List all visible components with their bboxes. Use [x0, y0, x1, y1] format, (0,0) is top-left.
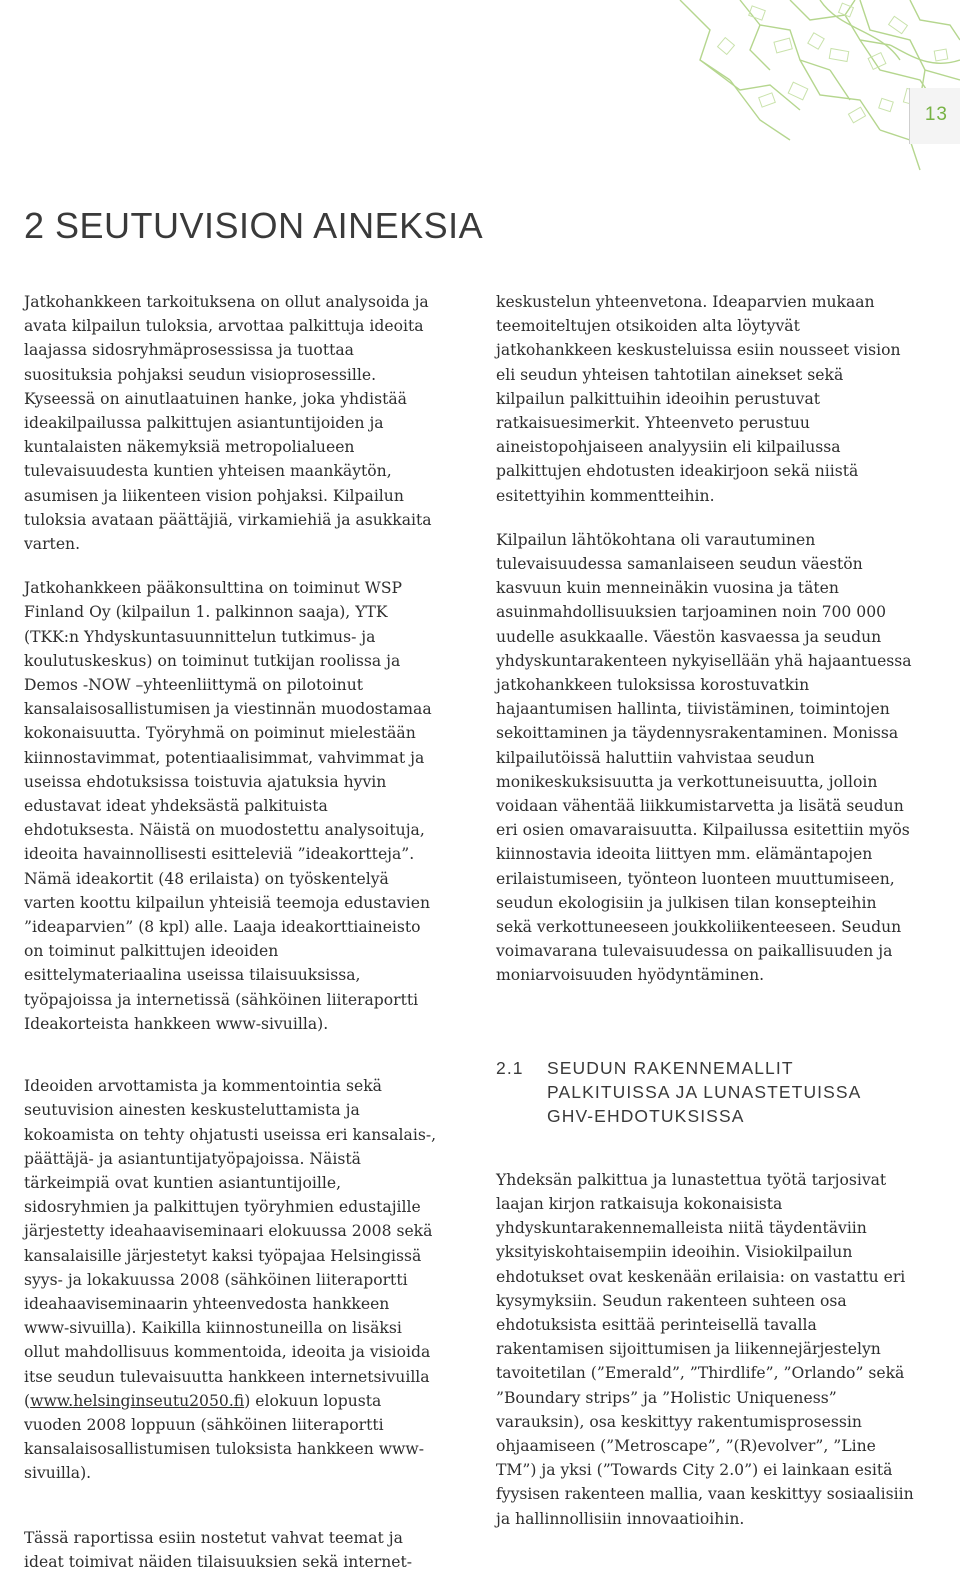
map-decoration: [560, 0, 960, 200]
section-heading: [496, 1056, 916, 1128]
right-column: [496, 290, 916, 1531]
left-paragraph-3-text-b: ) elokuun lopusta vuoden 2008 loppuun (sähköinen liiteraportti kansalaisosallistumisen tuloksista hankkeen www-sivuilla).: [24, 1391, 425, 1483]
left-paragraph-4: Tässä raportissa esiin nostetut vahvat teemat ja ideat toimivat näiden tilaisuuksien sekä internet-: [24, 1528, 413, 1571]
website-link[interactable]: www.helsinginseutu2050.fi: [30, 1391, 245, 1410]
left-column: [24, 290, 439, 1574]
page-number: 13: [924, 104, 948, 125]
section-title: SEUDUN RAKENNEMALLIT PALKITUISSA JA LUNASTETUISSA GHV-EHDOTUKSISSA: [547, 1057, 862, 1126]
right-paragraph-3: Yhdeksän palkittua ja lunastettua työtä tarjosivat laajan kirjon ratkaisuja kokonaisista yhdyskuntarakennemalleista niitä täydentäviin yksityiskohtaisempiin ideoihin. Visiokilpailun ehdotukset ovat keskenään erilaisia: on vastattu eri kysymyksiin. Seudun rakenteen suhteen osa ehdotuksista esittää perinteisellä tavalla rakentamisen sijoittumisen ja liikennejärjestelyn tavoitetilan (”Emerald”, ”Thirdlife”, ”Orlando” sekä ”Boundary strips” ja ”Holistic Uniqueness” varauksin), osa keskittyy rakentumisprosessin ohjaamiseen (”Metroscape”, ”(R)evolver”, ”Line TM”) ja yksi (”Towards City 2.0”) ei lainkaan esitä fyysisen rakenteen mallia, vaan keskittyy sosiaalisiin ja hallinnollisiin innovaatioihin.: [496, 1170, 914, 1528]
chapter-title: 2 SEUTUVISION AINEKSIA: [24, 205, 484, 246]
right-paragraph-2: Kilpailun lähtökohtana oli varautuminen tulevaisuudessa samanlaiseen seudun väestön kasvuun kuin menneinäkin vuosina ja täten asuinmahdollisuuksien tarjoaminen noin 700 000 uudelle asukkaalle. Väestön kasvaessa ja seudun yhdyskuntarakenteen nykyisellään yhä hajaantuessa jatkohankkeen tuloksissa korostuvatkin hajaantumisen hallinta, tiivistäminen, toimintojen sekoittaminen ja täydennysrakentaminen. Monissa kilpailutöissä haluttiin vahvistaa seudun monikeskuksisuutta ja verkottuneisuutta, jolloin voidaan vähentää liikkumistarvetta ja lisätä seudun eri osien omavaraisuutta. Kilpailussa esitettiin myös kiinnostavia ideoita liittyen mm. elämäntapojen erilaistumiseen, työnteon luonteen muuttumiseen, seudun ekologisiin ja julkisen tilan konsepteihin sekä verkottuneeseen joukkoliikenteeseen. Seudun voimavarana tulevaisuudessa on paikallisuuden ja moniarvoisuuden hyödyntäminen.: [496, 530, 912, 985]
left-paragraph-3: [24, 1074, 439, 1485]
left-paragraph-2: Jatkohankkeen pääkonsulttina on toiminut WSP Finland Oy (kilpailun 1. palkinnon saaja), YTK (TKK:n Yhdyskuntasuunnittelun tutkimus- ja koulutuskeskus) on toiminut tutkijan roolissa ja Demos -NOW –yhteenliittymä on pilotoinut kansalaisosallistumisen ja viestinnän muodostamaa kokonaisuutta. Työryhmä on poiminut mielestään kiinnostavimmat, potentiaalisimmat, vahvimmat ja useissa ehdotuksissa toistuvia ajatuksia hyvin edustavat ideat yhdeksästä palkituista ehdotuksesta. Näistä on muodostettu analysoituja, ideoita havainnollisesti esitteleviä ”ideakortteja”. Nämä ideakortit (48 erilaista) on työskentelyä varten koottu kilpailun yhteisiä teemoja edustavien ”ideaparvien” (8 kpl) alle. Laaja ideakorttiaineisto on toiminut palkittujen ideoiden esittelymateriaalina useissa tilaisuuksissa, työpajoissa ja internetissä (sähköinen liiteraportti Ideakorteista hankkeen www-sivuilla).: [24, 579, 432, 1033]
section-number: 2.1: [496, 1057, 524, 1078]
left-paragraph-1: Jatkohankkeen tarkoituksena on ollut analysoida ja avata kilpailun tuloksia, arvottaa palkittuja ideoita laajassa sidosryhmäprosessissa ja tuottaa suosituksia pohjaksi seudun visioprosessille. Kyseessä on ainutlaatuinen hanke, joka yhdistää ideakilpailussa palkittujen asiantuntijoiden ja kuntalaisten näkemyksiä metropolialueen tulevaisuudesta kuntien yhteisen maankäytön, asumisen ja liikenteen vision pohjaksi. Kilpailun tuloksia avataan päättäjiä, virkamiehiä ja asukkaita varten.: [24, 293, 432, 554]
left-paragraph-3-text-a: Ideoiden arvottamista ja kommentointia sekä seutuvision ainesten keskusteluttamista ja kokoamista on tehty ohjatusti useissa eri kansalais-, päättäjä- ja asiantuntijatyöpajoissa. Näistä tärkeimpiä ovat kuntien asiantuntijoille, sidosryhmien ja palkittujen työryhmien edustajille järjestetty ideahaaviseminaari elokuussa 2008 sekä kansalaisille järjestetyt kaksi työpajaa Helsingissä syys- ja lokakuussa 2008 (sähköinen liiteraportti ideahaaviseminaarin yhteenvedosta hankkeen www-sivuilla). Kaikilla kiinnostuneilla on lisäksi ollut mahdollisuus kommentoida, ideoita ja visioida itse seudun tulevaisuutta hankkeen internetsivuilla (: [24, 1077, 437, 1410]
right-paragraph-1: keskustelun yhteenvetona. Ideaparvien mukaan teemoiteltujen otsikoiden alta löytyvät jatkohankkeen keskusteluissa esiin nousseet vision eli seudun yhteisen tahtotilan ainekset sekä kilpailun palkittuihin ideoihin perustuvat ratkaisuesimerkit. Yhteenveto perustuu aineistopohjaiseen analyysiin eli kilpailussa palkittujen ehdotusten ideakirjoon sekä niistä esitettyihin kommentteihin.: [496, 293, 901, 505]
